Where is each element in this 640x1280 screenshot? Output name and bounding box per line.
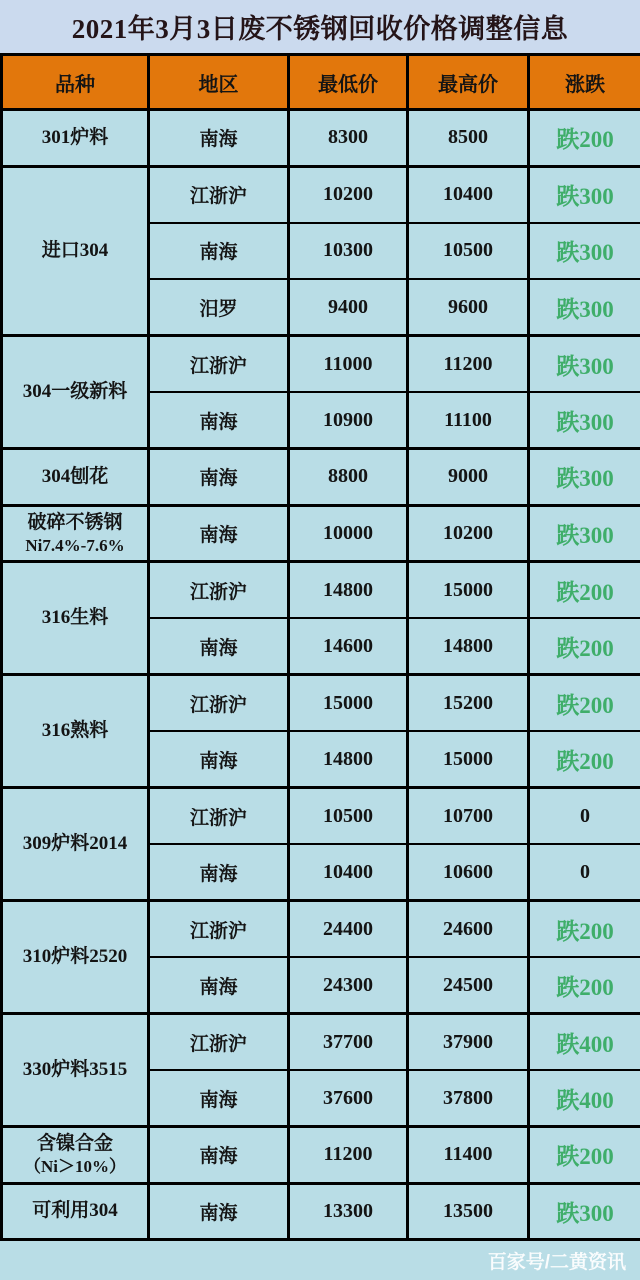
table-row [2, 901, 640, 958]
region-cell: 南海 [149, 957, 289, 1014]
high-price-cell: 10400 [408, 166, 529, 223]
low-price-cell: 24400 [289, 901, 408, 958]
low-price-cell: 37600 [289, 1070, 408, 1127]
low-price-cell: 10000 [289, 505, 408, 562]
low-price-cell: 10200 [289, 166, 408, 223]
low-price-cell: 11200 [289, 1127, 408, 1184]
region-cell: 南海 [149, 1183, 289, 1240]
product-cell [2, 1127, 149, 1184]
high-price-cell: 24600 [408, 901, 529, 958]
product-cell: 301炉料 [2, 110, 149, 167]
watermark-source: 百家号/二黄资讯 [487, 1252, 626, 1273]
region-cell: 南海 [149, 844, 289, 901]
high-price-cell: 10200 [408, 505, 529, 562]
header-product: 品种 [2, 55, 149, 110]
high-price-cell: 13500 [408, 1183, 529, 1240]
low-price-cell: 10400 [289, 844, 408, 901]
high-price-cell: 8500 [408, 110, 529, 167]
change-cell: 跌200 [529, 675, 640, 732]
low-price-cell: 10300 [289, 223, 408, 280]
product-cell: 316生料 [2, 562, 149, 675]
product-line2: （Ni＞10%） [24, 1157, 126, 1176]
table-row [2, 1183, 640, 1240]
table-row [2, 449, 640, 506]
high-price-cell: 11100 [408, 392, 529, 449]
high-price-cell: 14800 [408, 618, 529, 675]
header-region: 地区 [149, 55, 289, 110]
low-price-cell: 14800 [289, 731, 408, 788]
high-price-cell: 15200 [408, 675, 529, 732]
high-price-cell: 37800 [408, 1070, 529, 1127]
region-cell: 南海 [149, 1070, 289, 1127]
region-cell: 江浙沪 [149, 562, 289, 619]
region-cell: 南海 [149, 223, 289, 280]
product-line1: 含镍合金 [36, 1133, 113, 1155]
region-cell: 江浙沪 [149, 166, 289, 223]
high-price-cell: 15000 [408, 731, 529, 788]
high-price-cell: 10700 [408, 788, 529, 845]
low-price-cell: 13300 [289, 1183, 408, 1240]
change-cell: 跌400 [529, 1070, 640, 1127]
region-cell: 南海 [149, 1127, 289, 1184]
low-price-cell: 11000 [289, 336, 408, 393]
change-cell: 跌200 [529, 618, 640, 675]
price-table [0, 53, 640, 1241]
high-price-cell: 10600 [408, 844, 529, 901]
header-max-price: 最高价 [408, 55, 529, 110]
region-cell: 南海 [149, 110, 289, 167]
region-cell: 江浙沪 [149, 336, 289, 393]
header-change: 涨跌 [529, 55, 640, 110]
table-row [2, 166, 640, 223]
low-price-cell: 14600 [289, 618, 408, 675]
change-cell: 跌200 [529, 957, 640, 1014]
change-cell: 跌300 [529, 336, 640, 393]
change-cell: 跌200 [529, 110, 640, 167]
region-cell: 江浙沪 [149, 1014, 289, 1071]
region-cell: 南海 [149, 618, 289, 675]
low-price-cell: 14800 [289, 562, 408, 619]
table-row [2, 675, 640, 732]
change-cell: 跌200 [529, 731, 640, 788]
change-cell: 跌300 [529, 166, 640, 223]
low-price-cell: 37700 [289, 1014, 408, 1071]
table-row [2, 505, 640, 562]
low-price-cell: 10500 [289, 788, 408, 845]
low-price-cell: 10900 [289, 392, 408, 449]
region-cell: 江浙沪 [149, 788, 289, 845]
region-cell: 汨罗 [149, 279, 289, 336]
region-cell: 南海 [149, 449, 289, 506]
change-cell: 跌200 [529, 1127, 640, 1184]
title-band [0, 0, 640, 53]
product-cell: 309炉料2014 [2, 788, 149, 901]
header-row [2, 55, 640, 110]
product-line1: 破碎不锈钢 [27, 511, 123, 533]
low-price-cell: 15000 [289, 675, 408, 732]
high-price-cell: 10500 [408, 223, 529, 280]
product-cell: 330炉料3515 [2, 1014, 149, 1127]
product-cell: 310炉料2520 [2, 901, 149, 1014]
table-row [2, 1127, 640, 1184]
change-cell: 跌400 [529, 1014, 640, 1071]
region-cell: 江浙沪 [149, 901, 289, 958]
page-title: 2021年3月3日废不锈钢回收价格调整信息 [71, 14, 569, 44]
product-cell: 304一级新料 [2, 336, 149, 449]
low-price-cell: 9400 [289, 279, 408, 336]
product-cell: 进口304 [2, 166, 149, 336]
high-price-cell: 11200 [408, 336, 529, 393]
change-cell: 跌300 [529, 1183, 640, 1240]
high-price-cell: 11400 [408, 1127, 529, 1184]
high-price-cell: 9000 [408, 449, 529, 506]
change-cell: 跌300 [529, 223, 640, 280]
high-price-cell: 24500 [408, 957, 529, 1014]
high-price-cell: 9600 [408, 279, 529, 336]
change-cell: 跌200 [529, 901, 640, 958]
region-cell: 江浙沪 [149, 675, 289, 732]
region-cell: 南海 [149, 392, 289, 449]
change-cell: 跌300 [529, 279, 640, 336]
change-cell: 0 [529, 788, 640, 845]
header-min-price: 最低价 [289, 55, 408, 110]
region-cell: 南海 [149, 505, 289, 562]
change-cell: 跌300 [529, 392, 640, 449]
low-price-cell: 8800 [289, 449, 408, 506]
low-price-cell: 8300 [289, 110, 408, 167]
table-row [2, 562, 640, 619]
region-cell: 南海 [149, 731, 289, 788]
product-cell [2, 505, 149, 562]
table-row [2, 110, 640, 167]
high-price-cell: 15000 [408, 562, 529, 619]
change-cell: 0 [529, 844, 640, 901]
low-price-cell: 24300 [289, 957, 408, 1014]
product-cell: 316熟料 [2, 675, 149, 788]
change-cell: 跌300 [529, 449, 640, 506]
table-row [2, 1014, 640, 1071]
change-cell: 跌200 [529, 562, 640, 619]
change-cell: 跌300 [529, 505, 640, 562]
high-price-cell: 37900 [408, 1014, 529, 1071]
product-cell: 304刨花 [2, 449, 149, 506]
table-row [2, 788, 640, 845]
product-cell: 可利用304 [2, 1183, 149, 1240]
table-row [2, 336, 640, 393]
product-line2: Ni7.4%-7.6% [25, 535, 125, 555]
